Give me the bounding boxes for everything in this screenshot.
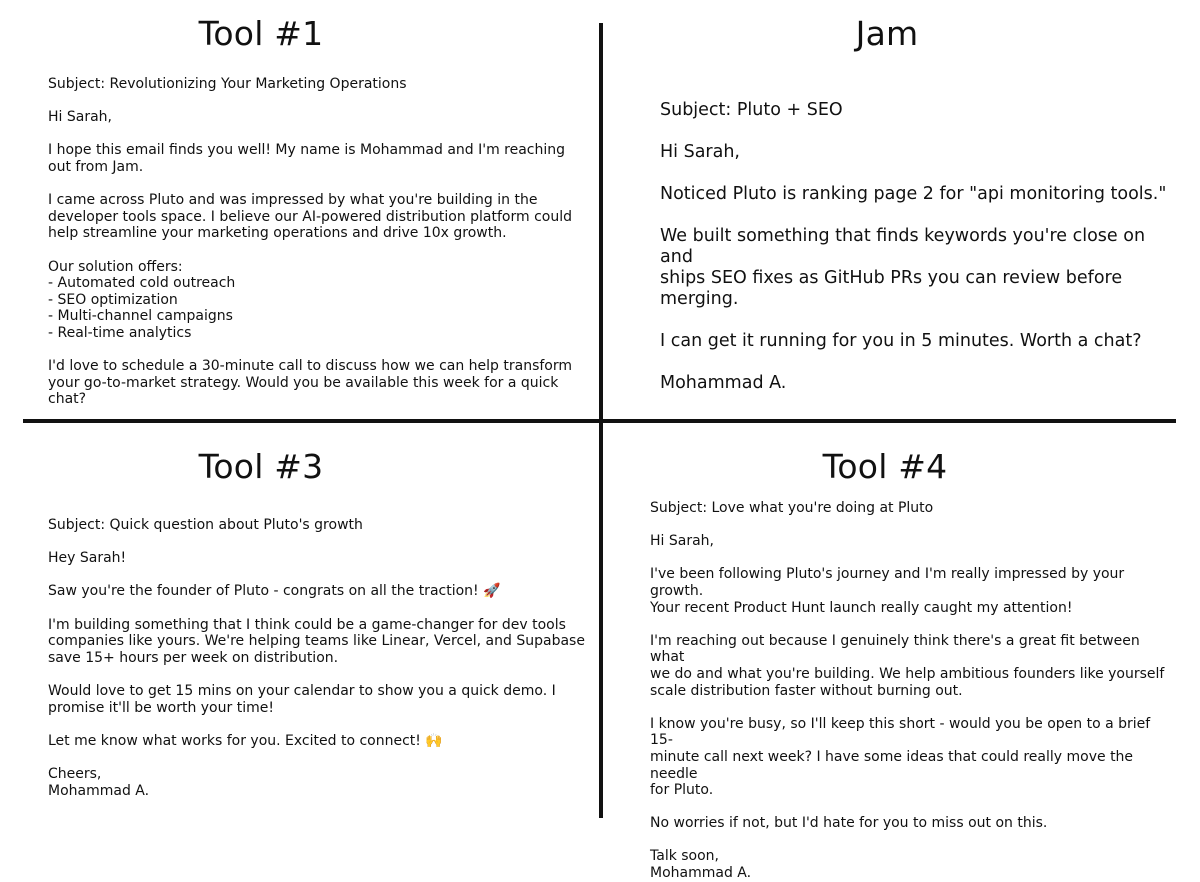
email-signoff: Mohammad A. — [660, 373, 787, 393]
email-paragraph: Saw you're the founder of Pluto - congrats on all the traction! 🚀 — [48, 583, 501, 600]
quadrant-title: Tool #1 — [198, 14, 324, 53]
email-subject: Subject: Pluto + SEO — [660, 100, 843, 120]
email-signoff: Cheers, Mohammad A. — [48, 765, 150, 799]
email-greeting: Hey Sarah! — [48, 550, 127, 567]
quadrant-tool-1 — [0, 0, 599, 419]
quadrant-tool-3 — [0, 423, 599, 842]
email-subject: Subject: Revolutionizing Your Marketing Operations — [48, 76, 407, 92]
email-greeting: Hi Sarah, — [660, 142, 740, 162]
email-paragraph: We built something that finds keywords you're close on and ships SEO fixes as GitHub PRs you can review before merging. — [660, 226, 1146, 309]
email-subject: Subject: Love what you're doing at Pluto — [650, 500, 934, 516]
quadrant-title: Tool #3 — [198, 447, 324, 486]
email-paragraph: Noticed Pluto is ranking page 2 for "api monitoring tools." — [660, 184, 1167, 204]
email-paragraph: I'm building something that I think could be a game-changer for dev tools companies like yours. We're helping teams like Linear, Vercel, and Supabase save 15+ hours per week on distribution. — [48, 616, 585, 666]
quadrant-jam — [603, 0, 1200, 419]
quadrant-title: Jam — [855, 14, 919, 53]
email-paragraph: No worries if not, but I'd hate for you to miss out on this. — [650, 815, 1048, 832]
email-body — [660, 100, 1180, 394]
email-paragraph: I came across Pluto and was impressed by what you're building in the developer tools space. I believe our AI-powered distribution platform could help streamline your marketing operations and drive 10x growth. — [48, 192, 573, 242]
email-subject: Subject: Quick question about Pluto's growth — [48, 517, 363, 533]
email-paragraph: Let me know what works for you. Excited to connect! 🙌 — [48, 732, 443, 749]
email-greeting: Hi Sarah, — [650, 533, 714, 550]
email-body — [650, 500, 1170, 882]
email-paragraph: Would love to get 15 mins on your calendar to show you a quick demo. I promise it'll be worth your time! — [48, 682, 556, 716]
quadrant-title: Tool #4 — [822, 447, 948, 486]
email-greeting: Hi Sarah, — [48, 109, 112, 126]
email-paragraph: I hope this email finds you well! My name is Mohammad and I'm reaching out from Jam. — [48, 142, 566, 175]
email-body — [48, 517, 588, 799]
email-body — [48, 76, 578, 408]
email-signoff: Talk soon, Mohammad A. — [650, 848, 752, 882]
email-paragraph: I can get it running for you in 5 minutes. Worth a chat? — [660, 331, 1142, 351]
quadrant-tool-4 — [603, 423, 1200, 882]
email-paragraph: I'm reaching out because I genuinely think there's a great fit between what we do and what you're building. We help ambitious founders like yourself scale distribution faster without burning out. — [650, 632, 1165, 699]
email-paragraph: I'd love to schedule a 30-minute call to discuss how we can help transform your go-to-market strategy. Would you be available this week for a quick chat? — [48, 358, 573, 408]
email-feature-list: Our solution offers: - Automated cold outreach - SEO optimization - Multi-channel campaigns - Real-time analytics — [48, 258, 236, 341]
email-paragraph: I've been following Pluto's journey and I'm really impressed by your growth. Your recent Product Hunt launch really caught my attention! — [650, 566, 1125, 616]
email-paragraph: I know you're busy, so I'll keep this short - would you be open to a brief 15- minute call next week? I have some ideas that could really move the needle for Pluto. — [650, 715, 1151, 799]
